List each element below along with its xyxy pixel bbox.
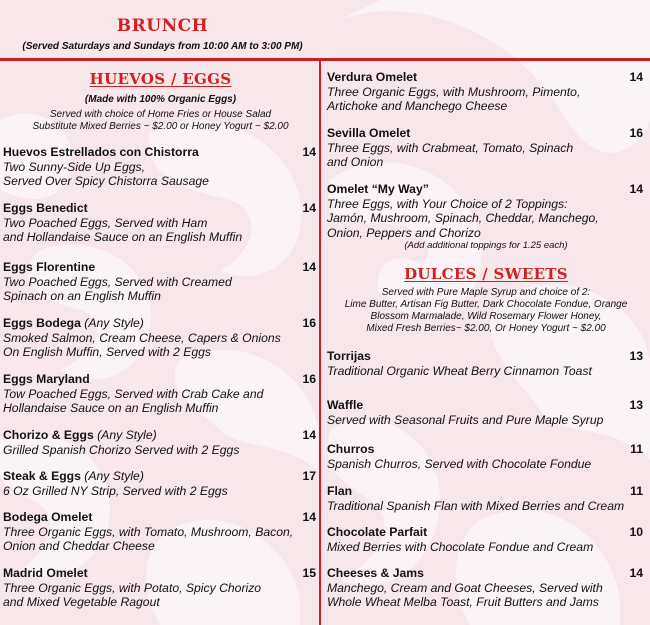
item-price: 14 — [629, 182, 643, 196]
item-description: Two Poached Eggs, Served with Creamed Spinach on an English Muffin — [3, 274, 232, 303]
item-name: Churros — [327, 442, 375, 456]
menu-item — [3, 372, 318, 416]
menu-item — [3, 260, 318, 304]
item-description: Three Organic Eggs, with Mushroom, Pimento, Artichoke and Manchego Cheese — [327, 84, 581, 113]
item-style: (Any Style) — [97, 428, 157, 442]
item-price: 14 — [302, 201, 316, 215]
menu-item — [3, 201, 318, 245]
item-description: Three Eggs, with Crabmeat, Tomato, Spinach and Onion — [327, 140, 574, 169]
item-price: 16 — [302, 316, 316, 330]
item-price: 14 — [302, 428, 316, 442]
item-name: Sevilla Omelet — [327, 126, 411, 140]
item-price: 14 — [629, 70, 643, 84]
menu-item — [3, 469, 318, 498]
item-name: Eggs Benedict — [3, 201, 88, 215]
item-price: 11 — [630, 484, 643, 498]
item-price: 10 — [629, 525, 643, 539]
menu-item — [327, 442, 645, 471]
top-divider — [0, 58, 650, 61]
item-price: 11 — [630, 442, 643, 456]
item-style: (Any Style) — [84, 316, 144, 330]
item-name: Flan — [327, 484, 353, 498]
menu-item — [327, 126, 645, 170]
item-description: Mixed Berries with Chocolate Fondue and Cream — [327, 539, 594, 554]
column-divider — [319, 60, 321, 625]
item-description: Two Sunny-Side Up Eggs, Served Over Spicy Chistorra Sausage — [3, 159, 209, 188]
item-name: Verdura Omelet — [327, 70, 418, 84]
item-price: 14 — [302, 260, 316, 274]
item-name: Eggs Maryland — [3, 372, 90, 386]
item-price: 14 — [629, 566, 643, 580]
item-name: Madrid Omelet — [3, 566, 88, 580]
item-description: Grilled Spanish Chorizo Served with 2 Eggs — [3, 442, 240, 457]
eggs-section-title: HUEVOS / EGGS — [89, 70, 232, 88]
item-note: (Add additional toppings for 1.25 each) — [404, 240, 568, 251]
item-price: 15 — [302, 566, 316, 580]
eggs-note-sides: Served with choice of Home Fries or House Salad — [49, 109, 272, 120]
item-description: Manchego, Cream and Goat Cheeses, Served with Whole Wheat Melba Toast, Fruit Butters and Jams — [327, 580, 603, 609]
item-price: 13 — [629, 349, 643, 363]
menu-item — [327, 398, 645, 427]
item-description: Traditional Spanish Flan with Mixed Berries and Cream — [327, 498, 625, 513]
item-description: Smoked Salmon, Cream Cheese, Capers & Onions On English Muffin, Served with 2 Eggs — [3, 330, 281, 359]
menu-item — [327, 525, 645, 554]
eggs-note-organic: (Made with 100% Organic Eggs) — [84, 94, 237, 105]
menu-item — [327, 182, 645, 252]
menu-item — [327, 484, 645, 513]
item-price: 17 — [302, 469, 316, 483]
sweets-section-title: DULCES / SWEETS — [404, 265, 568, 283]
item-price: 14 — [302, 145, 316, 159]
item-description: Spanish Churros, Served with Chocolate Fondue — [327, 456, 592, 471]
item-description: Served with Seasonal Fruits and Pure Maple Syrup — [327, 412, 604, 427]
item-name: Omelet “My Way” — [327, 182, 429, 196]
sweets-section-note: Served with Pure Maple Syrup and choice of 2: Lime Butter, Artisan Fig Butter, Dark Chocolate Fondue, Orange Blossom Marmalade, Wild Rosemary Flower Honey, Mixed Fresh Berries~ $2.00, Or Honey Yogurt ~ $2.00 — [344, 287, 628, 334]
item-description: Three Organic Eggs, with Potato, Spicy Chorizo and Mixed Vegetable Ragout — [3, 580, 262, 609]
item-name: Eggs Bodega — [3, 316, 81, 330]
eggs-note-substitute: Substitute Mixed Berries ~ $2.00 or Honey Yogurt ~ $2.00 — [32, 121, 289, 132]
item-name: Bodega Omelet — [3, 510, 93, 524]
menu-item — [3, 316, 318, 360]
item-description: Tow Poached Eggs, Served with Crab Cake and Hollandaise Sauce on an English Muffin — [3, 386, 264, 415]
item-price: 14 — [302, 510, 316, 524]
item-name: Chorizo & Eggs — [3, 428, 94, 442]
eggs-section-note — [3, 94, 318, 133]
item-description: Three Organic Eggs, with Tomato, Mushroom, Bacon, Onion and Cheddar Cheese — [3, 524, 294, 553]
item-name: Torrijas — [327, 349, 371, 363]
item-price: 16 — [302, 372, 316, 386]
item-name: Cheeses & Jams — [327, 566, 424, 580]
item-description: Traditional Organic Wheat Berry Cinnamon Toast — [327, 363, 592, 378]
item-name: Chocolate Parfait — [327, 525, 428, 539]
item-style: (Any Style) — [84, 469, 144, 483]
item-name: Eggs Florentine — [3, 260, 96, 274]
brunch-title: BRUNCH — [116, 16, 209, 36]
item-price: 13 — [629, 398, 643, 412]
menu-item — [327, 70, 645, 114]
item-name: Waffle — [327, 398, 364, 412]
menu-item — [3, 428, 318, 457]
menu-item — [327, 349, 645, 378]
menu-item — [327, 566, 645, 610]
item-description: 6 Oz Grilled NY Strip, Served with 2 Eggs — [3, 483, 228, 498]
item-price: 16 — [629, 126, 643, 140]
item-description: Two Poached Eggs, Served with Ham and Hollandaise Sauce on an English Muffin — [3, 215, 243, 244]
item-name: Huevos Estrellados con Chistorra — [3, 145, 199, 159]
menu-item — [3, 566, 318, 610]
brunch-hours: (Served Saturdays and Sundays from 10:00 AM to 3:00 PM) — [22, 41, 303, 52]
item-description: Three Eggs, with Your Choice of 2 Toppings: Jamón, Mushroom, Spinach, Cheddar, Manchego, Onion, Peppers and Chorizo — [327, 196, 599, 240]
item-name: Steak & Eggs — [3, 469, 81, 483]
menu-item — [3, 145, 318, 189]
menu-item — [3, 510, 318, 554]
